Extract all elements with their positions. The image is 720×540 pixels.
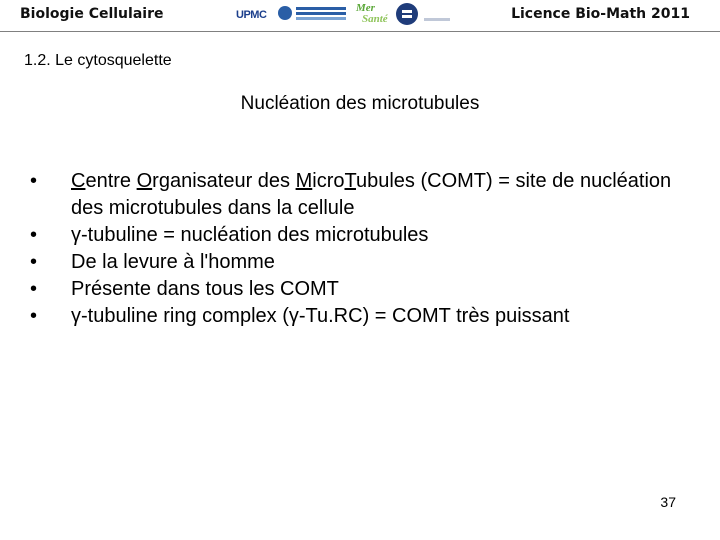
bullet-text: De la levure à l'homme: [71, 251, 275, 273]
bullet-item: [30, 222, 690, 249]
logo-caption-line: [424, 18, 450, 21]
bullet-item: [30, 303, 690, 330]
header-program-title: Licence Bio-Math 2011: [511, 6, 690, 22]
bullet-text: entre: [85, 170, 137, 192]
section-heading: 1.2. Le cytosquelette: [24, 52, 172, 69]
slide-title: Nucléation des microtubules: [240, 93, 480, 114]
upmc-logo: UPMC: [236, 9, 267, 21]
header-logos: [236, 2, 450, 26]
acronym-letter: T: [344, 170, 356, 192]
acronym-letter: O: [136, 170, 153, 192]
bullet-list: [30, 168, 690, 330]
bullet-text: ubules (COMT) = site de nucléation des microtubules dans la cellule: [71, 170, 672, 219]
acronym-letter: C: [71, 170, 86, 192]
bullet-item: [30, 249, 690, 276]
header-divider: [0, 31, 720, 32]
bullet-text: rganisateur des: [152, 170, 296, 192]
bullet-text: Présente dans tous les COMT: [71, 278, 339, 300]
page-number: 37: [660, 494, 676, 510]
bullet-item: [30, 168, 690, 222]
bullet-text: γ-tubuline = nucléation des microtubules: [71, 224, 429, 246]
bullet-item: [30, 276, 690, 303]
header-course-title: Biologie Cellulaire: [20, 6, 164, 22]
acronym-letter: M: [295, 170, 313, 192]
bullet-text: icro: [312, 170, 345, 192]
bullet-text: γ-tubuline ring complex (γ-Tu.RC) = COMT très puissant: [71, 305, 570, 327]
mer-sante-logo: Mer Santé: [356, 2, 388, 25]
cnrs-logo: [396, 3, 418, 25]
station-biologique-roscoff-logo: [278, 5, 348, 23]
